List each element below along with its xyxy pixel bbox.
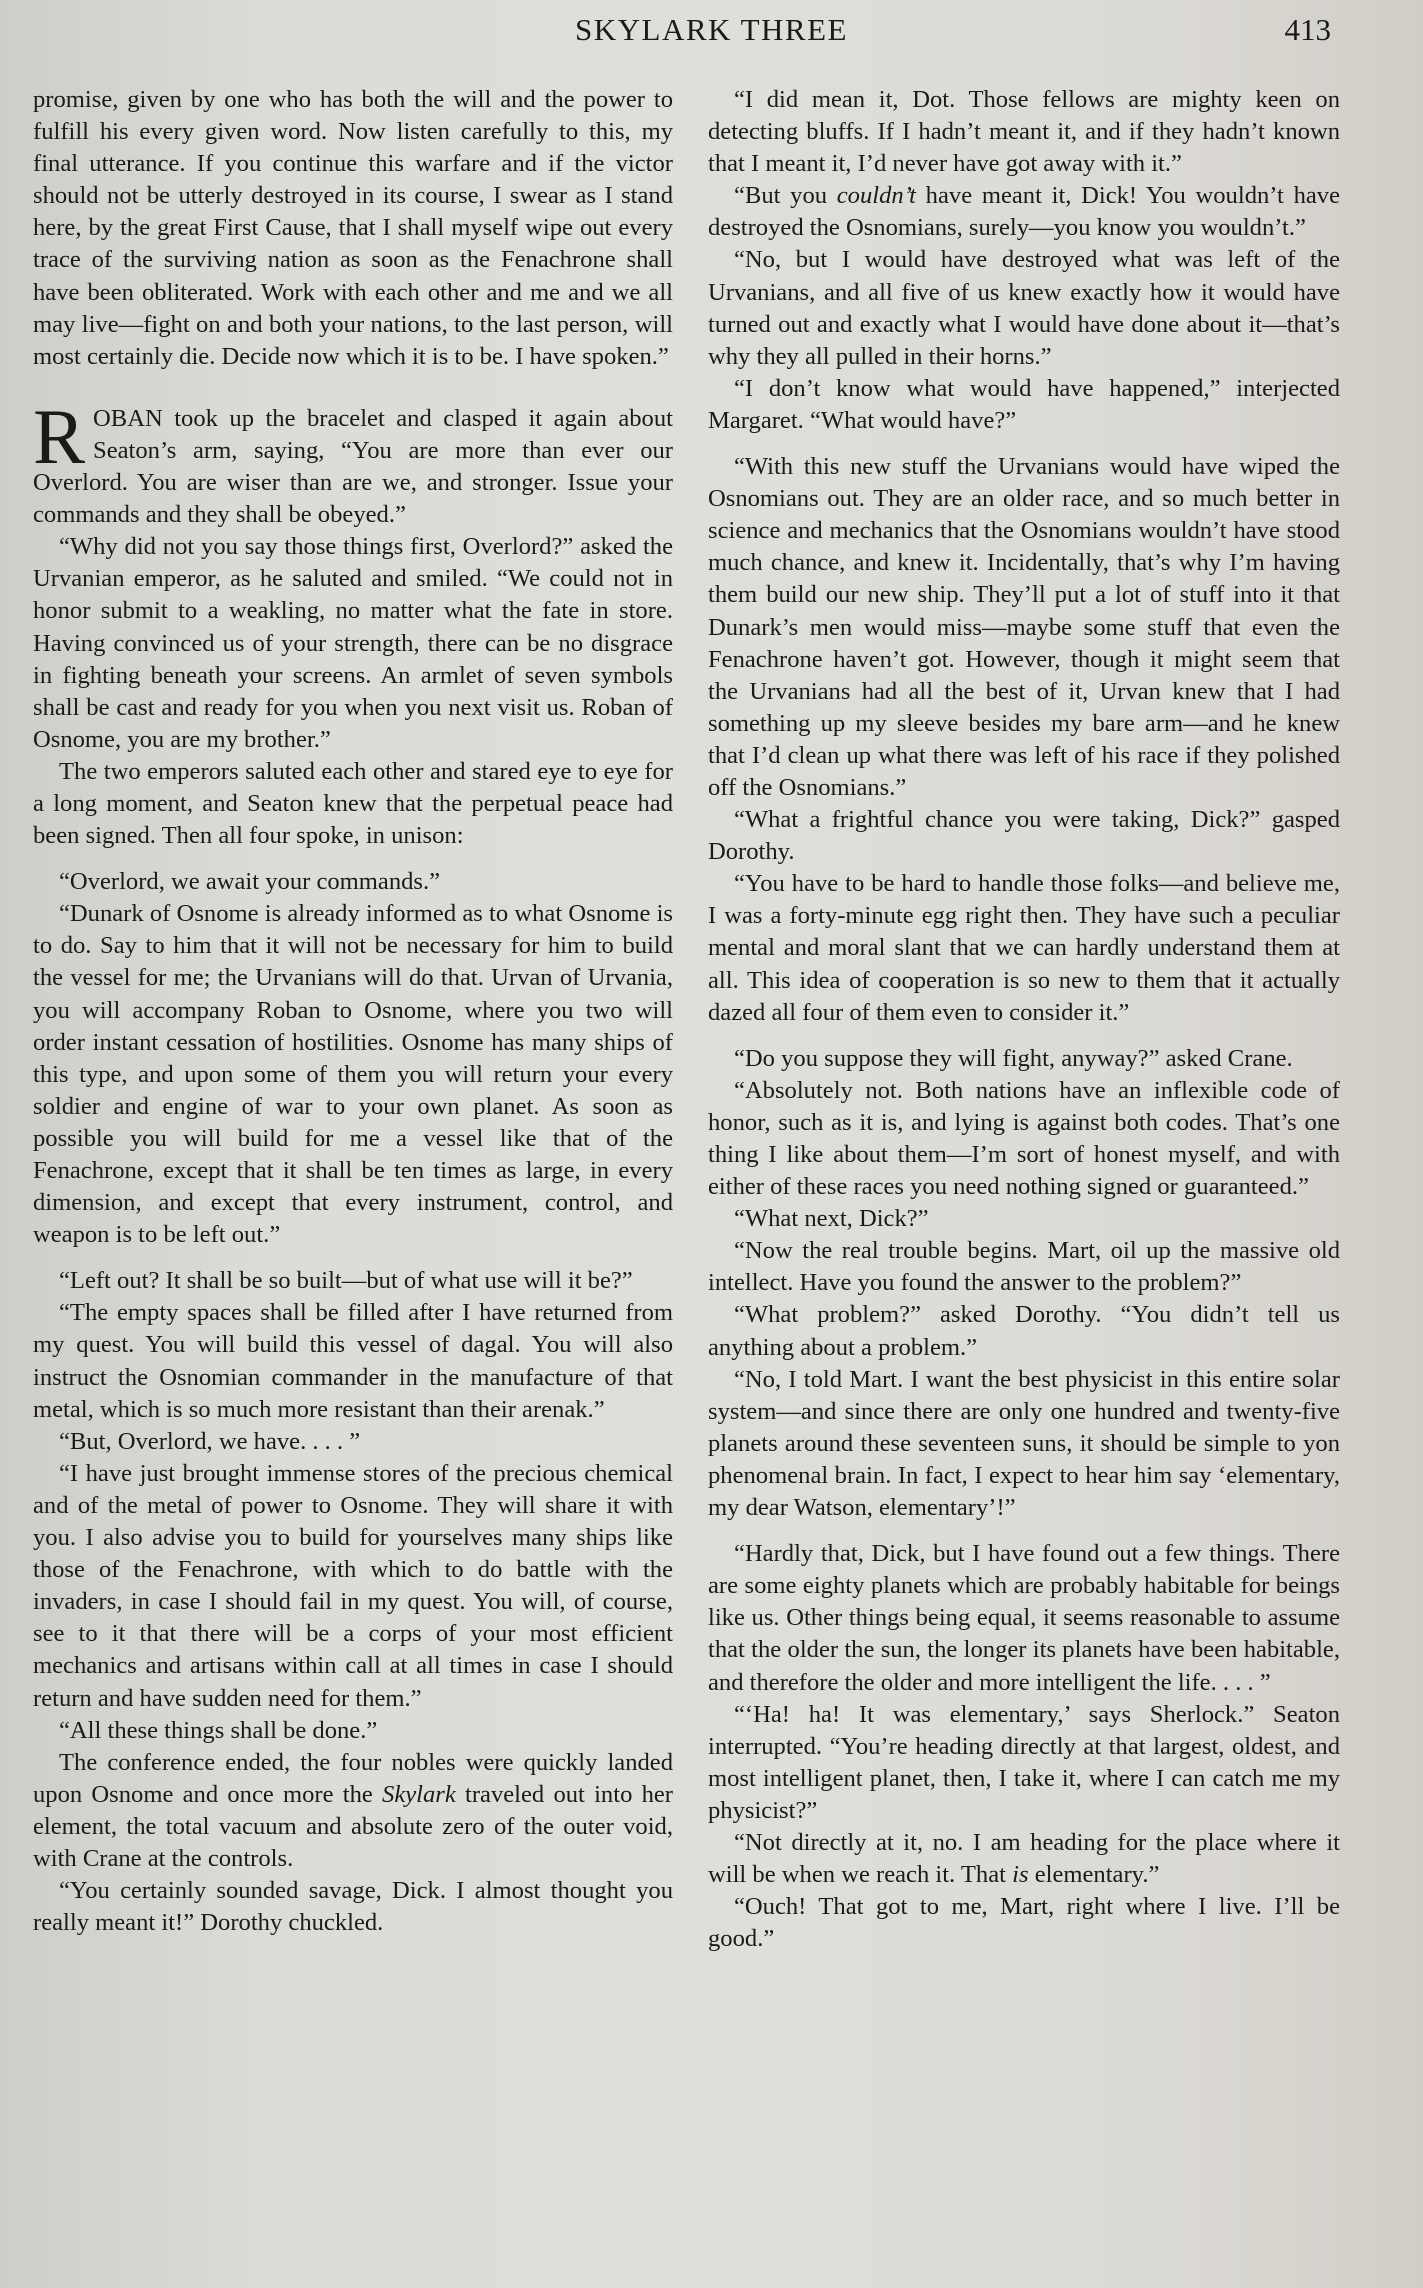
paragraph: “I don’t know what would have happened,” interjected Margaret. “What would have?” (708, 374, 1340, 434)
paragraph: “What a frightful chance you were taking, Dick?” gasped Dorothy. (708, 806, 1340, 866)
page-number: 413 (1284, 12, 1331, 47)
italic-text: couldn’t (836, 182, 916, 210)
paragraph: “The empty spaces shall be filled after I have returned from my quest. You will build this vessel of dagal. You will also instruct the Osnomian commander in the manufacture of that metal, which is so much more resistant than their arenak.” (33, 1299, 673, 1423)
paragraph: “Do you suppose they will fight, anyway?” asked Crane. (734, 1044, 1293, 1072)
paragraph: “You certainly sounded savage, Dick. I almost thought you really meant it!” Dorothy chuckled. (33, 1877, 673, 1937)
paragraph: “Dunark of Osnome is already informed as to what Osnome is to do. Say to him that it will not be necessary for him to build the vessel for me; the Urvanians will do that. Urvan of Urvania, you will accompany Roban to Osnome, where you two will order instant cessation of hostilities. Osnome has many ships of this type, and upon some of them you will return your every soldier and engine of war to your own planet. As soon as possible you will build for me a vessel like that of the Fenachrone, except that it shall be ten times as large, in every dimension, and except that every instrument, control, and weapon is to be left out.” (33, 900, 673, 1249)
running-head-title: SKYLARK THREE (575, 12, 848, 47)
italic-text: Skylark (382, 1780, 456, 1808)
paragraph-text: elementary.” (1028, 1861, 1160, 1889)
paragraph-text: OBAN took up the bracelet and clasped it again about Seaton’s arm, saying, “You are more than ever our Overlord. You are wiser than are we, and stronger. Issue your commands and they shall be obeyed.” (33, 404, 673, 529)
paragraph: “Overlord, we await your commands.” (59, 868, 441, 896)
italic-text: is (1012, 1861, 1029, 1889)
paragraph-text: traveled out into her element, the total vacuum and absolute zero of the outer void, with Crane at the controls. (33, 1780, 673, 1872)
paragraph: “Now the real trouble begins. Mart, oil up the massive old intellect. Have you found the answer to the problem?” (708, 1237, 1340, 1297)
paragraph: “Why did not you say those things first, Overlord?” asked the Urvanian emperor, as he saluted and smiled. “We could not in honor submit to a weakling, no matter what the fate in store. Having convinced us of your strength, there can be no disgrace in fighting beneath your screens. An armlet of seven symbols shall be cast and ready for you when you next visit us. Roban of Osnome, you are my brother.” (33, 533, 673, 753)
paragraph: “No, but I would have destroyed what was left of the Urvanians, and all five of us knew exactly how it would have turned out and exactly what I would have done about it—that’s why they all pulled in their horns.” (708, 246, 1340, 370)
paragraph: “All these things shall be done.” (59, 1716, 378, 1744)
right-column (708, 84, 1340, 1955)
paragraph: “I did mean it, Dot. Those fellows are mighty keen on detecting bluffs. If I hadn’t meant it, and if they hadn’t known that I meant it, I’d never have got away with it.” (708, 86, 1340, 178)
paragraph: “But, Overlord, we have. . . . ” (59, 1427, 361, 1455)
paragraph: “Ouch! That got to me, Mart, right where I live. I’ll be good.” (708, 1893, 1340, 1953)
paragraph: “What next, Dick?” (734, 1205, 929, 1233)
paragraph: “You have to be hard to handle those folks—and believe me, I was a forty-minute egg right then. They have such a peculiar mental and moral slant that we can hardly understand them at all. This idea of cooperation is so new to them that it actually dazed all four of them even to consider it.” (708, 870, 1340, 1026)
paragraph-text: “Not directly at it, no. I am heading for the place where it will be when we reach it. That (708, 1828, 1340, 1889)
paragraph: “What problem?” asked Dorothy. “You didn’t tell us anything about a problem.” (708, 1301, 1340, 1361)
paragraph (33, 1747, 673, 1875)
left-column (33, 84, 673, 1939)
paragraph: The two emperors saluted each other and stared eye to eye for a long moment, and Seaton knew that the perpetual peace had been signed. Then all four spoke, in unison: (33, 757, 673, 850)
paragraph: “With this new stuff the Urvanians would have wiped the Osnomians out. They are an older race, and so much better in science and mechanics that the Osnomians wouldn’t have stood much chance, and knew it. Incidentally, that’s why I’m having them build our new ship. They’ll put a lot of stuff into it that Dunark’s men would miss—maybe some stuff that even the Fenachrone haven’t got. However, though it might seem that the Urvanians had all the best of it, Urvan knew that I had something up my sleeve besides my bare arm—and he knew that I’d clean up what there was left of his race if they polished off the Osnomians.” (708, 453, 1340, 801)
paragraph: “Hardly that, Dick, but I have found out a few things. There are some eighty planets which are probably habitable for beings like us. Other things being equal, it seems reasonable to assume that the older the sun, the longer its planets have been habitable, and therefore the older and more intelligent the life. . . . ” (708, 1540, 1340, 1696)
paragraph-text: “But you (734, 182, 837, 210)
paragraph: “Absolutely not. Both nations have an inflexible code of honor, such as it is, and lying is against both codes. That’s one thing I like about them—I’m sort of honest myself, and with either of these races you need nothing signed or guaranteed.” (708, 1076, 1340, 1201)
paragraph (708, 180, 1340, 244)
paragraph: “No, I told Mart. I want the best physicist in this entire solar system—and since there are only one hundred and twenty-five planets around these seventeen suns, it should be simple to yon phenomenal brain. In fact, I expect to hear him say ‘elementary, my dear Watson, elementary’!” (708, 1365, 1340, 1522)
paragraph-text: The conference ended, the four nobles were quickly landed upon Osnome and once more the (33, 1748, 673, 1808)
paragraph (708, 1827, 1340, 1891)
running-head (0, 12, 1423, 60)
paragraph-text: have meant it, Dick! You wouldn’t have destroyed the Osnomians, surely—you know you wouldn’t.” (708, 182, 1340, 242)
paragraph-with-drop-cap (33, 392, 673, 531)
paragraph: “I have just brought immense stores of the precious chemical and of the metal of power to Osnome. They will share it with you. I also advise you to build for yourselves many ships like those of the Fenachrone, with which to do battle with the invaders, in case I should fail in my quest. You will, of course, see to it that there will be a corps of your most efficient mechanics and artisans within call at all times in case I should return and have sudden need for them.” (33, 1459, 673, 1712)
paragraph: promise, given by one who has both the will and the power to fulfill his every given word. Now listen carefully to this, my final utterance. If you continue this warfare and if the victor should not be utterly destroyed in its course, I swear as I stand here, by the great First Cause, that I shall myself wipe out every trace of the surviving nation as soon as the Fenachrone shall have been obliterated. Work with each other and me and we all may live—fight on and both your nations, to the last person, will most certainly die. Decide now which it is to be. I have spoken.” (33, 86, 673, 370)
paragraph: “Left out? It shall be so built—but of what use will it be?” (59, 1267, 633, 1295)
drop-cap-letter: R (33, 392, 86, 480)
paragraph: “‘Ha! ha! It was elementary,’ says Sherlock.” Seaton interrupted. “You’re heading directly at that largest, oldest, and most intelligent planet, then, I take it, where I can catch me my physicist?” (708, 1700, 1340, 1824)
